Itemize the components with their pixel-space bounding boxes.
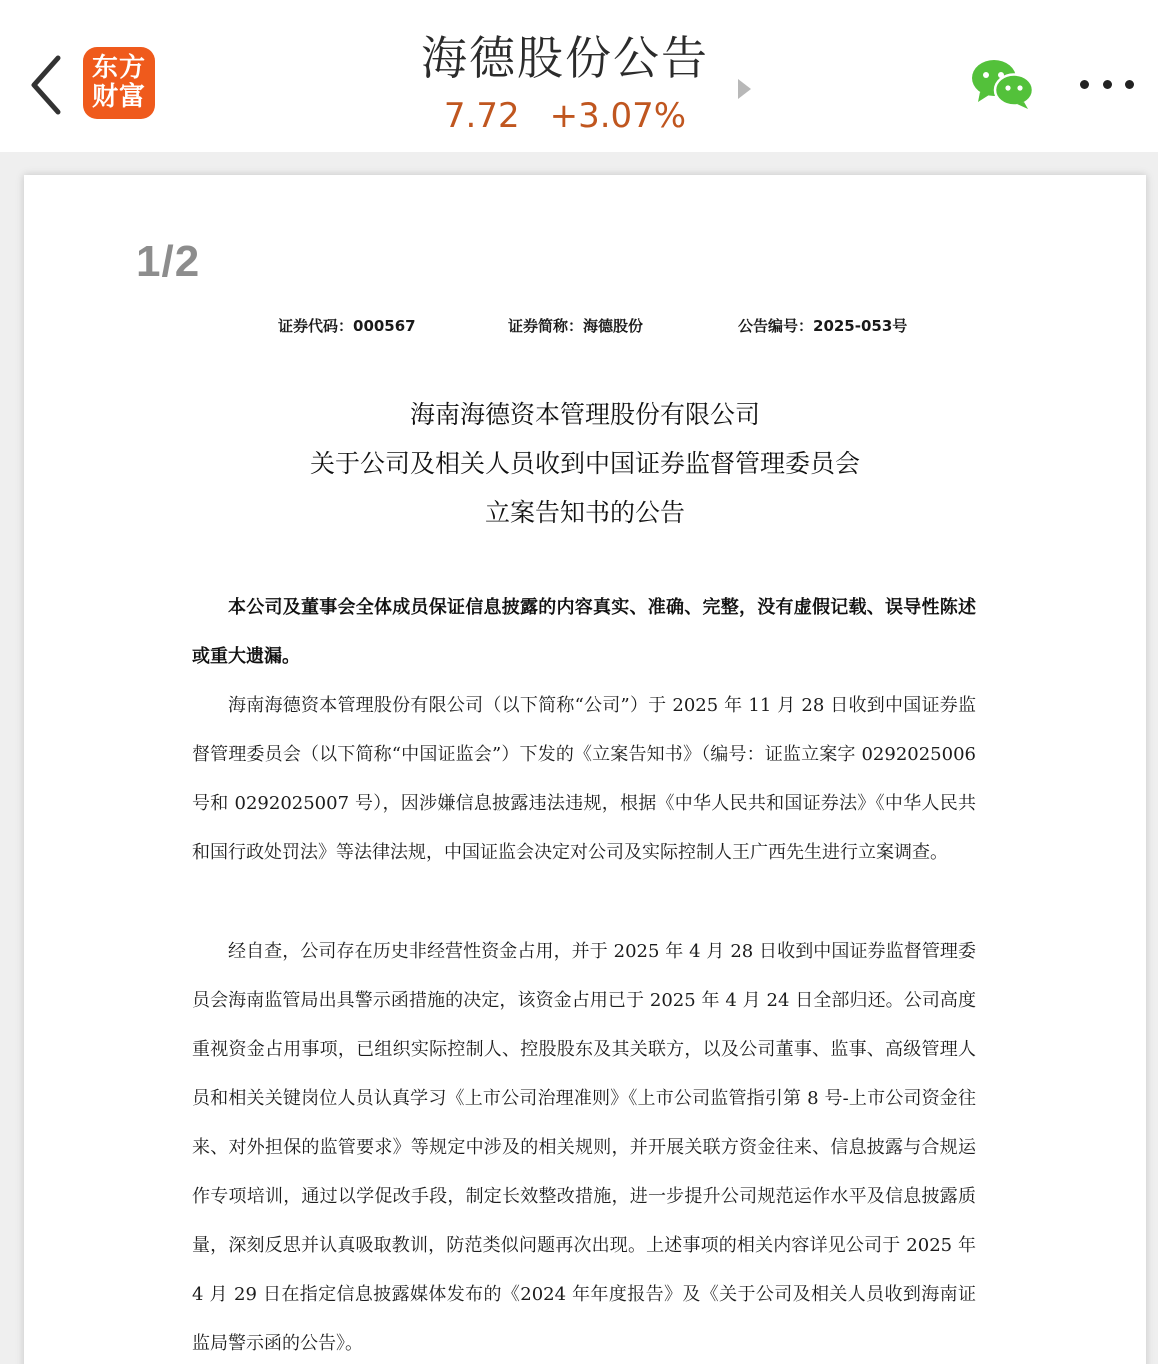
back-arrow-icon bbox=[22, 50, 72, 120]
body-paragraph: 海南海德资本管理股份有限公司（以下简称“公司”）于 2025 年 11 月 28 日收到中国证券监督管理委员会（以下简称“中国证监会”）下发的《立案告知书》（编号：证监立案字 0292025006 号和 0292025007 号），因涉嫌信息披露违法违规，根据《中华人民共和国证券法》《中华人民共和国行政处罚法》等法律法规，中国证监会决定对公司及实际控制人王广西先生进行立案调查。 bbox=[192, 695, 976, 863]
document-page[interactable] bbox=[24, 175, 1146, 1364]
more-dots-icon bbox=[1103, 80, 1112, 89]
more-dots-icon bbox=[1125, 80, 1134, 89]
title-line: 立案告知书的公告 bbox=[484, 498, 685, 527]
security-short-name: 证券简称：海德股份 bbox=[508, 317, 644, 335]
stock-price: 7.72 bbox=[443, 96, 520, 136]
share-wechat-button[interactable] bbox=[968, 58, 1036, 110]
logo-line-1: 东方 bbox=[91, 53, 146, 83]
wechat-icon bbox=[968, 58, 1036, 110]
more-dots-icon bbox=[1080, 80, 1089, 89]
logo-line-2: 财富 bbox=[91, 82, 146, 112]
board-statement: 本公司及董事会全体成员保证信息披露的内容真实、准确、完整，没有虚假记载、误导性陈述或重大遗漏。 bbox=[192, 597, 976, 667]
price-change: +3.07% bbox=[549, 96, 687, 136]
header-bar bbox=[0, 0, 1158, 152]
app-logo[interactable] bbox=[83, 47, 155, 119]
page-indicator: 1/2 bbox=[136, 237, 201, 286]
more-options-button[interactable] bbox=[1080, 72, 1134, 96]
stock-title-block[interactable] bbox=[360, 28, 770, 138]
price-row bbox=[360, 94, 770, 138]
title-line: 海南海德资本管理股份有限公司 bbox=[409, 400, 760, 429]
title-line: 关于公司及相关人员收到中国证券监督管理委员会 bbox=[309, 449, 860, 478]
caret-right-icon bbox=[734, 76, 754, 102]
body-paragraph: 经自查，公司存在历史非经营性资金占用，并于 2025 年 4 月 28 日收到中国证券监督管理委员会海南监管局出具警示函措施的决定，该资金占用已于 2025 年 4 月 24 日全部归还。公司高度重视资金占用事项，已组织实际控制人、控股股东及其关联方，以及公司董事、监事、高级管理人员和相关关键岗位人员认真学习《上市公司治理准则》《上市公司监管指引第 8 号-上市公司资金往来、对外担保的监管要求》等规定中涉及的相关规则，并开展关联方资金往来、信息披露与合规运作专项培训，通过以学促改手段，制定长效整改措施，进一步提升公司规范运作水平及信息披露质量，深刻反思并认真吸取教训，防范类似问题再次出现。上述事项的相关内容详见公司于 2025 年 4 月 29 日在指定信息披露媒体发布的《2024 年年度报告》及《关于公司及相关人员收到海南证监局警示函的公告》。 bbox=[192, 941, 976, 1354]
security-code: 证券代码：000567 bbox=[278, 317, 416, 335]
document-title bbox=[24, 390, 1146, 537]
back-button[interactable] bbox=[22, 50, 72, 120]
notice-number: 公告编号：2025-053号 bbox=[738, 317, 908, 335]
stock-name: 海德股份公告 bbox=[421, 31, 709, 85]
